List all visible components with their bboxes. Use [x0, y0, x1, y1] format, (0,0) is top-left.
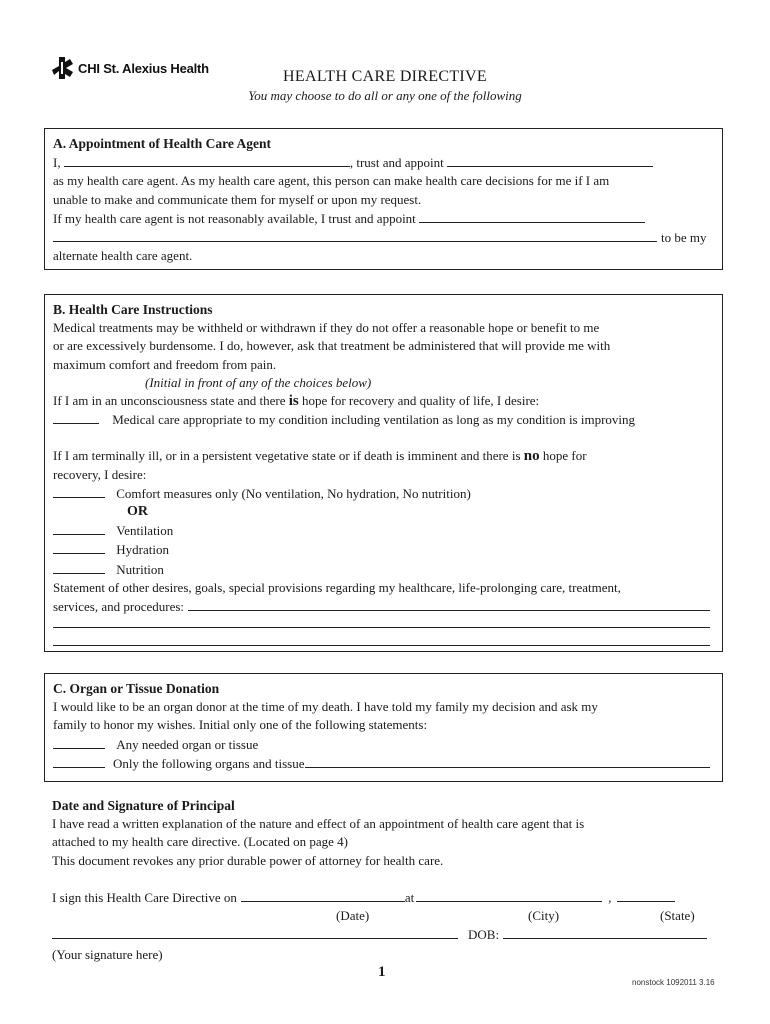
dob-field[interactable] — [503, 925, 707, 939]
text: I sign this Health Care Directive on — [52, 889, 237, 905]
initial-hydration-field[interactable] — [53, 540, 105, 554]
city-label: (City) — [528, 908, 560, 924]
text: This document revokes any prior durable power of attorney for health care. — [52, 852, 444, 868]
initial-medical-care-field[interactable] — [53, 410, 99, 424]
alternate-agent-field[interactable] — [419, 209, 645, 223]
text: to be my — [661, 230, 707, 246]
initial-only-organs-field[interactable] — [53, 754, 105, 768]
other-desires-field-2[interactable] — [53, 616, 710, 628]
text: Statement of other desires, goals, special provisions regarding my healthcare, life-prolonging care, treatment, — [53, 579, 621, 595]
text: Medical care appropriate to my condition including ventilation as long as my condition is improving — [112, 412, 636, 428]
text: hope for — [542, 448, 587, 464]
state-field[interactable] — [617, 888, 675, 902]
state-label: (State) — [660, 908, 695, 924]
stock-code: nonstock 1092011 3.16 — [632, 978, 715, 987]
text: services, and procedures: — [53, 599, 185, 615]
text: or are excessively burdensome. I do, however, ask that treatment be administered that will provide me with — [53, 338, 611, 354]
initial-any-organ-field[interactable] — [53, 735, 105, 749]
date-field[interactable] — [241, 888, 405, 902]
text: as my health care agent. As my health care agent, this person can make health care decisions for me if I am — [53, 173, 610, 189]
document-title: HEALTH CARE DIRECTIVE — [283, 68, 487, 85]
text: If my health care agent is not reasonably available, I trust and appoint — [53, 210, 416, 226]
text: , — [608, 889, 612, 905]
signature-heading: Date and Signature of Principal — [52, 798, 235, 813]
text: unable to make and communicate them for myself or upon my request. — [53, 191, 422, 207]
text: Comfort measures only (No ventilation, No hydration, No nutrition) — [116, 485, 471, 501]
date-label: (Date) — [336, 908, 370, 924]
text: , trust and appoint — [349, 155, 444, 171]
text: hope for recovery and quality of life, I desire: — [302, 393, 540, 409]
principal-name-field[interactable] — [64, 153, 350, 167]
or-label: OR — [127, 504, 148, 520]
logo-text: CHI St. Alexius Health — [78, 60, 209, 76]
text: Nutrition — [116, 561, 164, 577]
section-c-heading: C. Organ or Tissue Donation — [53, 681, 220, 696]
text: maximum comfort and freedom from pain. — [53, 356, 277, 372]
text: Medical treatments may be withheld or withdrawn if they do not offer a reasonable hope or benefit to me — [53, 320, 600, 336]
text: is — [288, 393, 299, 410]
text: I would like to be an organ donor at the time of my death. I have told my family my decision and ask my — [53, 699, 598, 715]
text: no — [523, 448, 540, 465]
your-signature-label: (Your signature here) — [52, 947, 163, 963]
text: Only the following organs and tissue — [113, 755, 305, 771]
initial-note: (Initial in front of any of the choices below) — [145, 374, 372, 390]
section-c-organ-donation — [44, 673, 723, 782]
text: alternate health care agent. — [53, 248, 193, 264]
text: attached to my health care directive. (Located on page 4) — [52, 834, 348, 850]
initial-ventilation-field[interactable] — [53, 521, 105, 535]
section-a-agent — [44, 128, 723, 270]
text: at — [404, 889, 415, 905]
section-b-heading: B. Health Care Instructions — [53, 302, 213, 317]
text: Any needed organ or tissue — [116, 736, 259, 752]
text: Ventilation — [116, 523, 174, 539]
other-desires-field-3[interactable] — [53, 634, 710, 646]
section-b-instructions — [44, 294, 723, 652]
city-field[interactable] — [416, 888, 602, 902]
signature-section — [52, 797, 716, 964]
other-desires-field-1[interactable] — [188, 597, 710, 611]
initial-nutrition-field[interactable] — [53, 560, 105, 574]
text: recovery, I desire: — [53, 466, 147, 482]
text: If I am terminally ill, or in a persistent vegetative state or if death is imminent and there is — [53, 448, 521, 464]
organs-list-field[interactable] — [305, 754, 711, 768]
alternate-agent-field-2[interactable] — [53, 228, 657, 242]
document-subtitle: You may choose to do all or any one of the following — [248, 88, 522, 103]
page-number: 1 — [378, 964, 386, 980]
section-a-heading: A. Appointment of Health Care Agent — [53, 136, 271, 151]
dob-label: DOB: — [468, 927, 500, 943]
text: If I am in an unconsciousness state and there — [53, 393, 286, 409]
text: Hydration — [116, 542, 169, 558]
text: I, — [53, 155, 61, 171]
text: I have read a written explanation of the nature and effect of an appointment of health care agent that is — [52, 816, 585, 832]
agent-name-field[interactable] — [447, 153, 653, 167]
initial-comfort-field[interactable] — [53, 484, 105, 498]
signature-field[interactable] — [52, 925, 458, 939]
text: family to honor my wishes. Initial only one of the following statements: — [53, 717, 428, 733]
